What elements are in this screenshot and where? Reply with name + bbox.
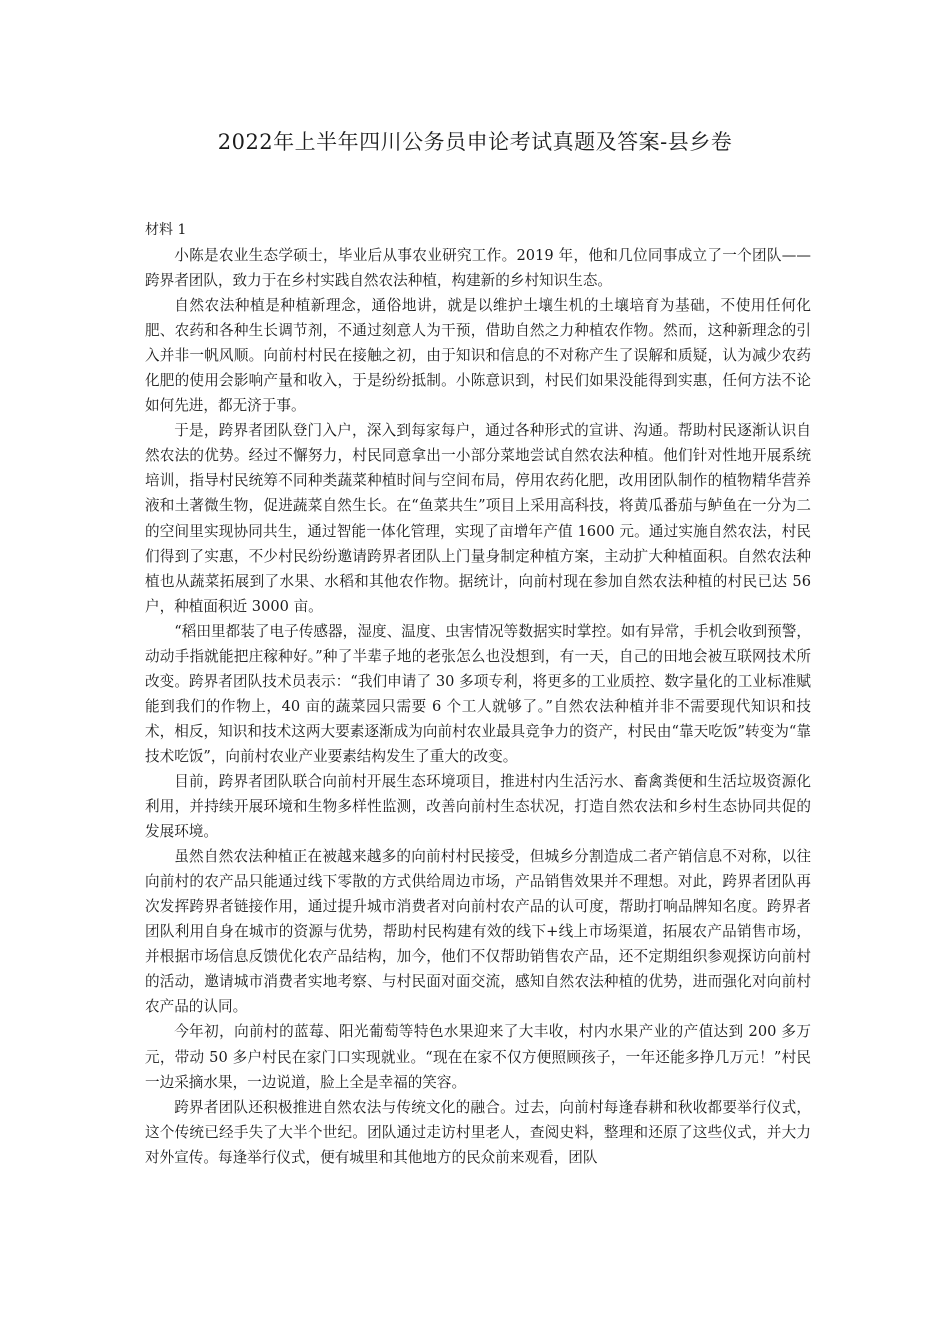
paragraph-6: 虽然自然农法种植正在被越来越多的向前村村民接受，但城乡分割造成二者产销信息不对称，以往向前村的农产品只能通过线下零散的方式供给周边市场，产品销售效果并不理想。对此，跨界者团队再次发挥跨界者链接作用，通过提升城市消费者对向前村农产品的认可度，帮助打响品牌知名度。跨界者团队利用自身在城市的资源与优势，帮助村民构建有效的线下+线上市场渠道，拓展农产品销售市场，并根据市场信息反馈优化农产品结构，加今，他们不仅帮助销售农产品，还不定期组织参观探访向前村的活动，邀请城市消费者实地考察、与村民面对面交流，感知自然农法种植的优势，进而强化对向前村农产品的认同。 [145, 848, 811, 1016]
paragraph-1: 小陈是农业生态学硕士，毕业后从事农业研究工作。2019 年，他和几位同事成立了一个团队——跨界者团队，致力于在乡村实践自然农法种植，构建新的乡村知识生态。 [145, 247, 811, 290]
paragraph-4: “稻田里都装了电子传感器，湿度、温度、虫害情况等数据实时掌控。如有异常，手机会收到预警，动动手指就能把庄稼种好。”种了半辈子地的老张怎么也没想到，有一天，自己的田地会被互联网技术所改变。跨界者团队技术员表示：“我们申请了 30 多项专利，将更多的工业质控、数字量化的工业标准赋能到我们的作物上，40 亩的蔬菜园只需要 6 个工人就够了。”自然农法种植并非不需要现代知识和技术，相反，知识和技术这两大要素逐渐成为向前村农业最具竞争力的资产，村民由“靠天吃饭”转变为“靠技术吃饭”，向前村农业产业要素结构发生了重大的改变。 [145, 622, 811, 765]
document-title: 2022年上半年四川公务员申论考试真题及答案-县乡卷 [217, 130, 733, 154]
paragraph-2: 自然农法种植是种植新理念，通俗地讲，就是以维护土壤生机的土壤培育为基础，不使用任何化肥、农药和各种生长调节剂，不通过刻意人为干预，借助自然之力种植农作物。然而，这种新理念的引入并非一帆风顺。向前村村民在接触之初，由于知识和信息的不对称产生了误解和质疑，认为减少农药化肥的使用会影响产量和收入，于是纷纷抵制。小陈意识到，村民们如果没能得到实惠，任何方法不论如何先进，都无济于事。 [145, 297, 811, 415]
section-label: 材料 1 [145, 222, 187, 238]
paragraph-3: 于是，跨界者团队登门入户，深入到每家每户，通过各种形式的宣讲、沟通。帮助村民逐渐认识自然农法的优势。经过不懈努力，村民同意拿出一小部分菜地尝试自然农法种植。他们针对性地开展系统培训，指导村民统筹不同种类蔬菜种植时间与空间布局，停用农药化肥，改用团队制作的植物精华营养液和土著微生物，促进蔬菜自然生长。在“鱼菜共生”项目上采用高科技，将黄瓜番茄与鲈鱼在一分为二的空间里实现协同共生，通过智能一体化管理，实现了亩增年产值 1600 元。通过实施自然农法，村民们得到了实惠，不少村民纷纷邀请跨界者团队上门量身制定种植方案，主动扩大种植面积。自然农法种植也从蔬菜拓展到了水果、水稻和其他农作物。据统计，向前村现在参加自然农法种植的村民已达 56 户，种植面积近 3000 亩。 [145, 422, 811, 615]
paragraph-7: 今年初，向前村的蓝莓、阳光葡萄等特色水果迎来了大丰收，村内水果产业的产值达到 200 多万元，带动 50 多户村民在家门口实现就业。“现在在家不仅方便照顾孩子，一年还能多挣几万元！”村民一边采摘水果，一边说道，脸上全是幸福的笑容。 [145, 1023, 811, 1091]
paragraph-5: 目前，跨界者团队联合向前村开展生态环境项目，推进村内生活污水、畜禽粪便和生活垃圾资源化利用，并持续开展环境和生物多样性监测，改善向前村生态状况，打造自然农法和乡村生态协同共促的发展环境。 [145, 772, 811, 841]
paragraph-8: 跨界者团队还积极推进自然农法与传统文化的融合。过去，向前村每逢春耕和秋收都要举行仪式，这个传统已经手失了大半个世纪。团队通过走访村里老人，查阅史料，整理和还原了这些仪式，并大力对外宣传。每逢举行仪式，便有城里和其他地方的民众前来观看，团队 [145, 1098, 811, 1166]
document-body [145, 218, 811, 1170]
